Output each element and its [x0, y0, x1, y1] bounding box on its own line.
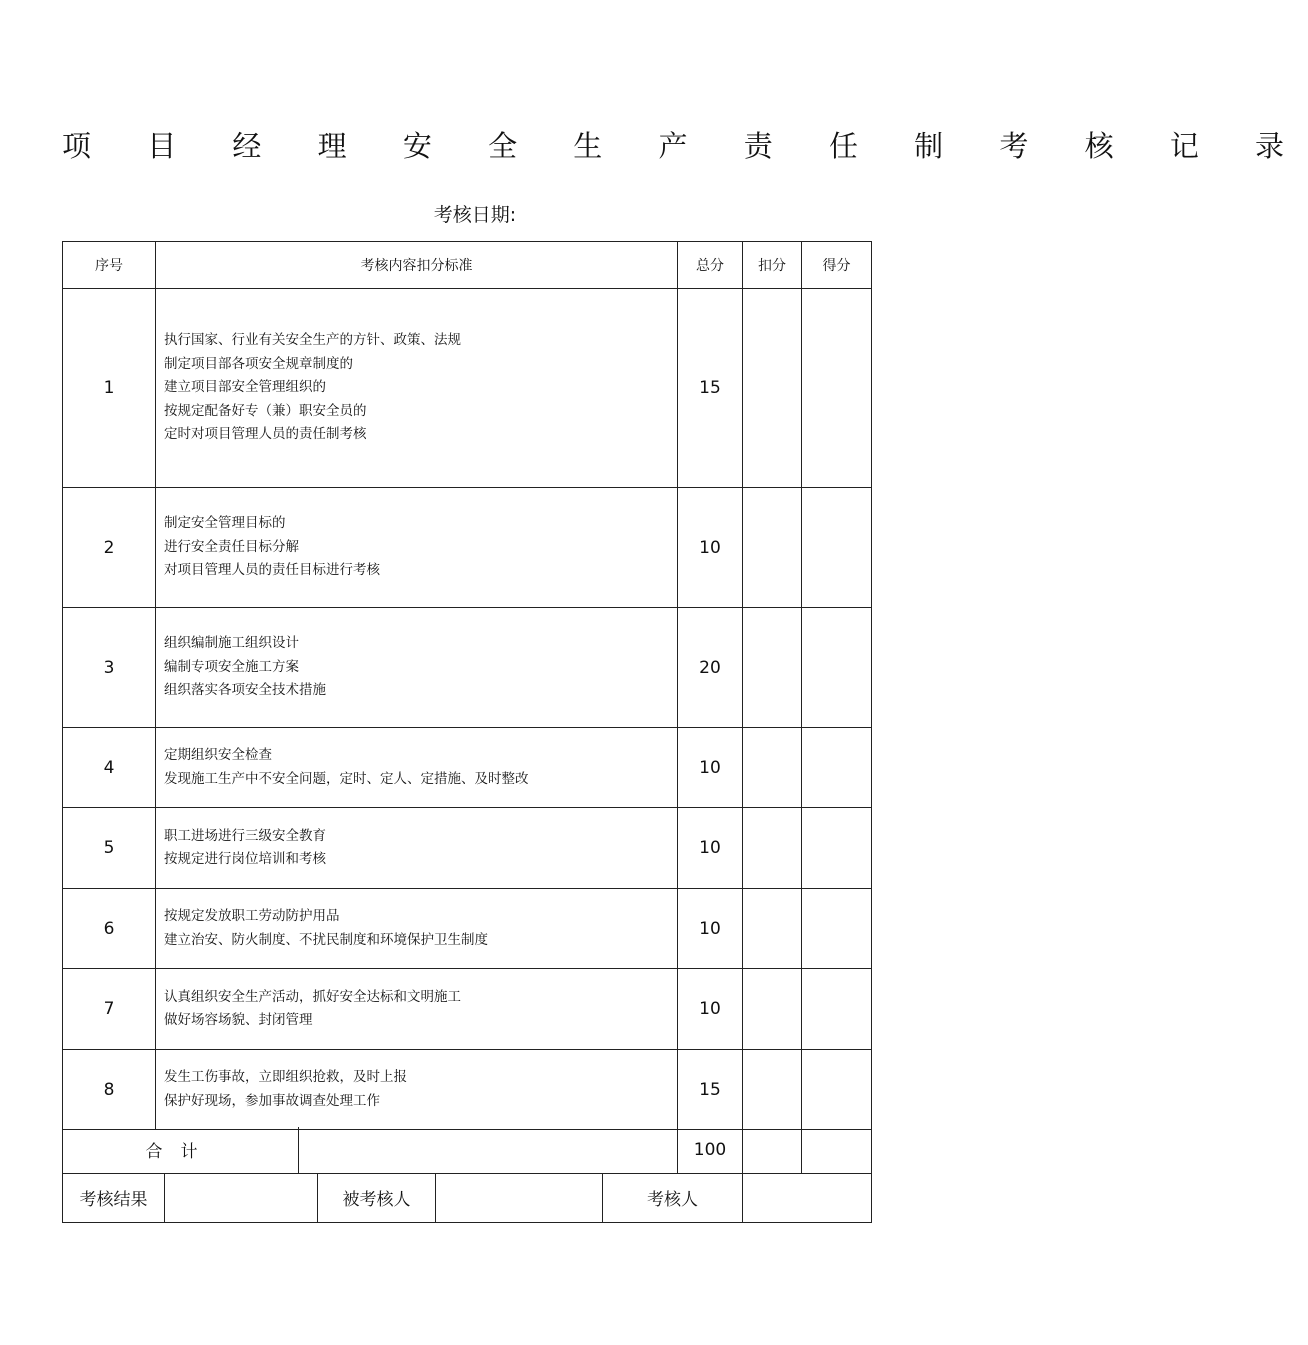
result-label: 考核结果 [63, 1173, 165, 1223]
examiner-field[interactable] [743, 1173, 872, 1223]
row-deduct-cell[interactable] [743, 608, 802, 728]
row-total: 10 [678, 808, 743, 889]
row-total: 20 [678, 608, 743, 728]
assessment-table [62, 241, 872, 1130]
row-criteria [156, 608, 678, 728]
header-content: 考核内容扣分标准 [156, 242, 678, 289]
row-number: 7 [63, 969, 156, 1050]
header-score: 得分 [802, 242, 872, 289]
table-row [63, 969, 872, 1050]
table-row [63, 1050, 872, 1130]
criteria-item: 制定安全管理目标的 [164, 515, 286, 532]
table-row [63, 728, 872, 808]
row-deduct-cell[interactable] [743, 1050, 802, 1130]
signature-table [62, 1173, 872, 1223]
criteria-item: 保护好现场，参加事故调查处理工作 [164, 1092, 380, 1109]
row-number: 8 [63, 1050, 156, 1130]
criteria-item: 认真组织安全生产活动，抓好安全达标和文明施工 [164, 988, 461, 1005]
sum-deduct-cell[interactable] [743, 1127, 802, 1173]
criteria-item: 建立治安、防火制度、不扰民制度和环境保护卫生制度 [164, 931, 488, 948]
table-row [63, 488, 872, 608]
criteria-item: 组织编制施工组织设计 [164, 635, 299, 652]
row-total: 10 [678, 889, 743, 969]
table-row [63, 608, 872, 728]
row-score-cell[interactable] [802, 728, 872, 808]
criteria-item: 职工进场进行三级安全教育 [164, 827, 326, 844]
criteria-item: 按规定发放职工劳动防护用品 [164, 908, 340, 924]
row-score-cell[interactable] [802, 1050, 872, 1130]
criteria-item: 按规定进行岗位培训和考核 [164, 851, 326, 867]
row-criteria [156, 289, 678, 488]
row-criteria [156, 728, 678, 808]
row-number: 5 [63, 808, 156, 889]
sum-score-cell[interactable] [802, 1127, 872, 1173]
row-criteria [156, 969, 678, 1050]
criteria-item: 制定项目部各项安全规章制度的 [164, 355, 353, 372]
criteria-item: 对项目管理人员的责任目标进行考核 [164, 562, 380, 579]
row-criteria [156, 1050, 678, 1130]
criteria-item: 定期组织安全检查 [164, 747, 272, 763]
table-row [63, 289, 872, 488]
row-criteria [156, 808, 678, 889]
examinee-field[interactable] [436, 1173, 603, 1223]
table-row [63, 889, 872, 969]
criteria-item: 进行安全责任目标分解 [164, 538, 299, 555]
row-total: 10 [678, 728, 743, 808]
criteria-item: 组织落实各项安全技术措施 [164, 682, 326, 699]
row-total: 15 [678, 289, 743, 488]
row-number: 3 [63, 608, 156, 728]
row-deduct-cell[interactable] [743, 808, 802, 889]
result-field[interactable] [165, 1173, 318, 1223]
row-total: 15 [678, 1050, 743, 1130]
table-row [63, 808, 872, 889]
sum-label: 合计 [63, 1127, 299, 1173]
criteria-item: 按规定配备好专（兼）职安全员的 [164, 402, 367, 419]
criteria-item: 编制专项安全施工方案 [164, 658, 299, 675]
header-total: 总分 [678, 242, 743, 289]
header-no: 序号 [63, 242, 156, 289]
document-title: 项 目 经 理 安 全 生 产 责 任 制 考 核 记 录 [62, 129, 1308, 163]
sum-total: 100 [678, 1127, 743, 1173]
header-deduct: 扣分 [743, 242, 802, 289]
signature-row [63, 1173, 872, 1223]
row-deduct-cell[interactable] [743, 289, 802, 488]
row-score-cell[interactable] [802, 608, 872, 728]
row-criteria [156, 488, 678, 608]
row-total: 10 [678, 488, 743, 608]
row-deduct-cell[interactable] [743, 969, 802, 1050]
criteria-item: 建立项目部安全管理组织的 [164, 379, 326, 396]
examiner-label: 考核人 [603, 1173, 743, 1223]
row-number: 2 [63, 488, 156, 608]
row-score-cell[interactable] [802, 889, 872, 969]
row-criteria [156, 889, 678, 969]
row-score-cell[interactable] [802, 808, 872, 889]
row-deduct-cell[interactable] [743, 889, 802, 969]
row-number: 4 [63, 728, 156, 808]
sum-table [62, 1127, 872, 1174]
row-score-cell[interactable] [802, 488, 872, 608]
criteria-item: 定时对项目管理人员的责任制考核 [164, 426, 367, 443]
criteria-item: 发现施工生产中不安全问题，定时、定人、定措施、及时整改 [164, 770, 529, 787]
row-deduct-cell[interactable] [743, 728, 802, 808]
assessment-date-label: 考核日期: [433, 204, 517, 226]
header-row [63, 242, 872, 289]
row-number: 1 [63, 289, 156, 488]
criteria-item: 做好场容场貌、封闭管理 [164, 1012, 313, 1028]
row-total: 10 [678, 969, 743, 1050]
criteria-item: 发生工伤事故，立即组织抢救，及时上报 [164, 1069, 407, 1085]
row-score-cell[interactable] [802, 289, 872, 488]
row-deduct-cell[interactable] [743, 488, 802, 608]
row-score-cell[interactable] [802, 969, 872, 1050]
criteria-item: 执行国家、行业有关安全生产的方针、政策、法规 [164, 332, 461, 349]
sum-blank-cell [299, 1127, 678, 1173]
examinee-label: 被考核人 [318, 1173, 436, 1223]
sum-row [63, 1127, 872, 1173]
row-number: 6 [63, 889, 156, 969]
